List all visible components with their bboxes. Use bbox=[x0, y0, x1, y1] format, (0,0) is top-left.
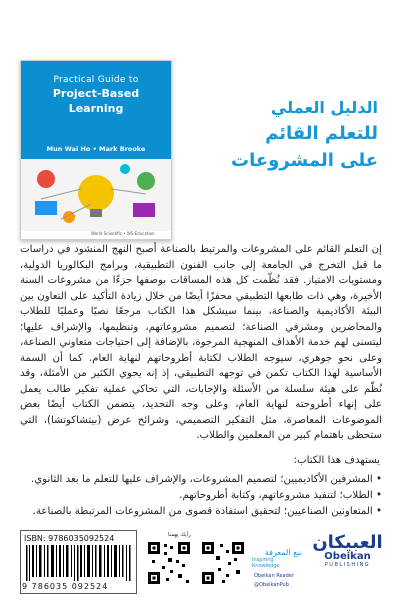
logo-sub: PUBLISHING bbox=[324, 562, 371, 568]
cover-illustration bbox=[21, 159, 171, 231]
social-handle: @ObeikanPub bbox=[254, 582, 289, 588]
audience-heading: يستهدف هذا الكتاب: bbox=[293, 455, 380, 466]
isbn-label: ISBN: 9786035092524 bbox=[24, 534, 115, 543]
logo-ar: العبيكان bbox=[312, 532, 383, 553]
qr-code-app[interactable] bbox=[200, 540, 246, 586]
title-line2: للتعلم القائم bbox=[265, 123, 378, 144]
title-line3: على المشروعات bbox=[231, 150, 378, 171]
audience-item: • المشرفين الأكاديميين؛ لتصميم المشروعات، والإشراف عليها للتعلم ما بعد الثانوي. bbox=[30, 474, 382, 485]
audience-list bbox=[20, 472, 382, 520]
knowledge-ar: نبع المعرفة bbox=[264, 548, 302, 557]
cover-publisher: World Scientific • WS Education bbox=[91, 231, 155, 236]
social-reader: Obeikan Reader bbox=[254, 573, 294, 579]
knowledge-en: Inspiring Knowledge bbox=[252, 557, 280, 569]
description-paragraph: إن التعلم القائم على المشروعات والمرتبط بالصناعة أصبح النهج المنشود في دراسات ما قبل التخرج في الجامعة إلى جانب الفنون التطبيقية، وبرامج البكالوريا الدولية، ومستويات الامتياز. فقد نُظّمت كل هذه المساقات بوصفها جزءًا من مشروعات السنة الأخيرة، وهي ذات طابعها التطبيقي محفزًا أيضًا من خلال زيادة التأكيد على التعاون بين البيئة الأكاديمية والصناعة، بينما سيشكل هذا الكتاب مرجعًا نصيًا وعمليًا للطلاب والمحاضرين ومشرفي الصناعة؛ لتصميم مشروعاتهم، وتنظيمها، والإشراف عليها؛ ليتسنى لهم خدمة الأهداف المنهجية المرجوة، بالإضافة إلى احتياجات متعاوني الصناعة، وعلى نحو جوهري، سيوجه الطلاب لكتابة أطروحاتهم لنهاية العام. كما أن السمة الأساسية لهذا الكتاب تكمن في توجهه التطبيقي، إذ إنه يحوي الكثير من الأمثلة، وقد نُظّم على هيئة سلسلة من الأسئلة والإجابات، التي تحاكي عملية تفكير طالب يعمل على إنهاء أطروحته لنهاية العام، وعلى وجه التحديد، يتضمن الكتاب أيضًا بعض الموضوعات المعاصرة، مثل التفكير التصميمي، وشرائح عرض (بيتشاكوتشا)، التي ستحظى باهتمام كبير من المعلمين والطلاب. bbox=[20, 244, 382, 441]
barcode bbox=[26, 545, 132, 581]
feedback-label: رأيك يهمنا bbox=[168, 532, 191, 538]
barcode-digits: 9 786035 092524 bbox=[22, 582, 109, 591]
cover-title-line1: Practical Guide to bbox=[53, 75, 139, 85]
cover-authors: Mun Wai Ho • Mark Brooke bbox=[46, 145, 146, 153]
social-links bbox=[254, 572, 294, 590]
front-cover-thumbnail bbox=[20, 60, 172, 240]
book-title bbox=[178, 98, 378, 171]
obeikan-logo bbox=[310, 532, 385, 590]
cover-title bbox=[29, 75, 163, 115]
qr-code-feedback[interactable] bbox=[146, 540, 192, 586]
cover-title-line3: Learning bbox=[68, 102, 124, 115]
audience-item: • المتعاونين الصناعيين؛ لتحقيق استفادة قصوى من المشروعات المرتبطة بالصناعة. bbox=[32, 506, 382, 517]
audience-item: • الطلاب؛ لتنفيذ مشروعاتهم، وكتابة أطروحاتهم. bbox=[179, 490, 382, 501]
cover-title-line2: Project-Based bbox=[52, 87, 140, 100]
logo-en: Obeikan bbox=[324, 551, 371, 562]
title-line1: الدليل العملي bbox=[270, 98, 378, 117]
knowledge-brand bbox=[252, 548, 302, 569]
